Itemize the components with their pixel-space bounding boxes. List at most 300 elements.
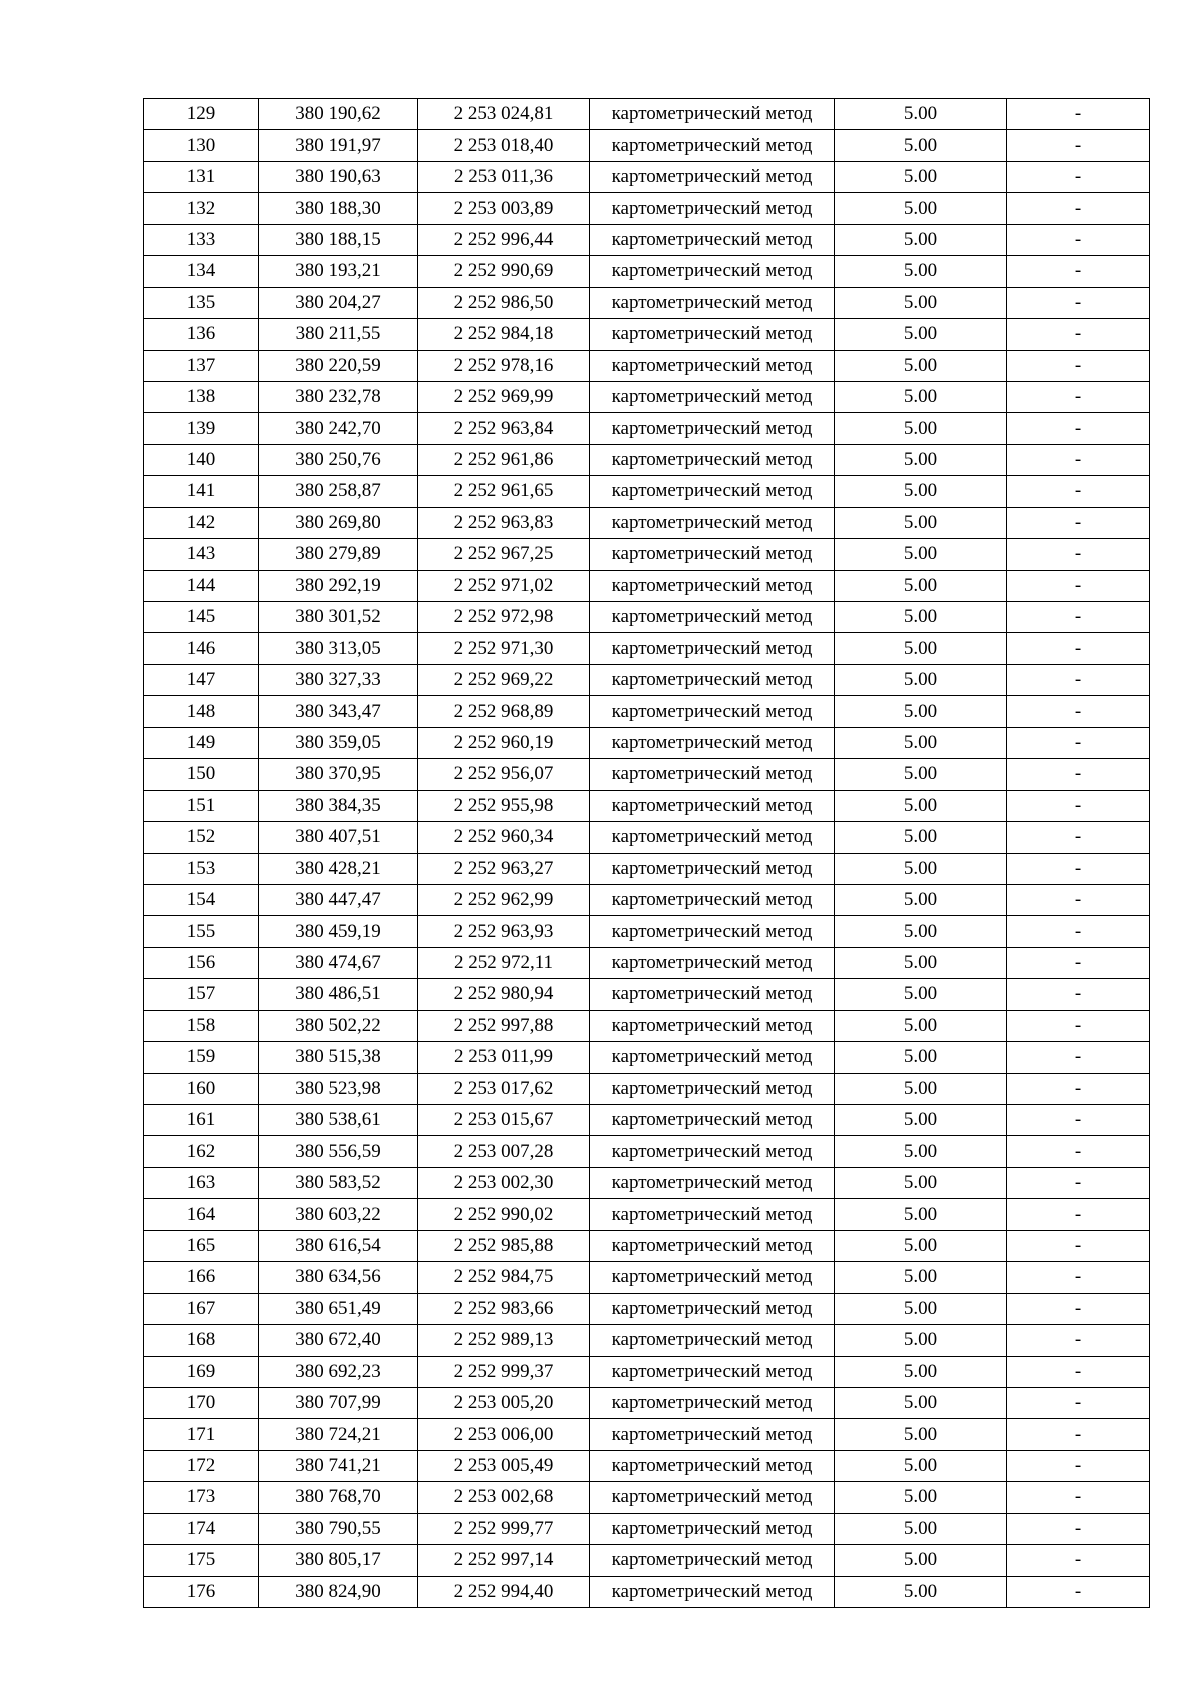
point-number-cell: 134: [144, 256, 259, 287]
table-row: [144, 602, 1150, 633]
method-cell: картометрический метод: [590, 161, 835, 192]
accuracy-cell: 5.00: [835, 539, 1007, 570]
description-cell: -: [1007, 884, 1150, 915]
table-row: [144, 1482, 1150, 1513]
table-row: [144, 1230, 1150, 1261]
accuracy-cell: 5.00: [835, 853, 1007, 884]
accuracy-cell: 5.00: [835, 1387, 1007, 1418]
point-number-cell: 145: [144, 602, 259, 633]
y-coordinate-cell: 2 252 978,16: [418, 350, 590, 381]
y-coordinate-cell: 2 253 015,67: [418, 1105, 590, 1136]
description-cell: -: [1007, 319, 1150, 350]
point-number-cell: 169: [144, 1356, 259, 1387]
x-coordinate-cell: 380 359,05: [259, 727, 418, 758]
method-cell: картометрический метод: [590, 350, 835, 381]
method-cell: картометрический метод: [590, 444, 835, 475]
x-coordinate-cell: 380 474,67: [259, 947, 418, 978]
table-row: [144, 1073, 1150, 1104]
table-row: [144, 1042, 1150, 1073]
accuracy-cell: 5.00: [835, 381, 1007, 412]
x-coordinate-cell: 380 188,15: [259, 224, 418, 255]
x-coordinate-cell: 380 193,21: [259, 256, 418, 287]
method-cell: картометрический метод: [590, 853, 835, 884]
x-coordinate-cell: 380 220,59: [259, 350, 418, 381]
table-row: [144, 884, 1150, 915]
accuracy-cell: 5.00: [835, 822, 1007, 853]
y-coordinate-cell: 2 252 967,25: [418, 539, 590, 570]
description-cell: -: [1007, 664, 1150, 695]
point-number-cell: 164: [144, 1199, 259, 1230]
x-coordinate-cell: 380 370,95: [259, 759, 418, 790]
description-cell: -: [1007, 193, 1150, 224]
table-row: [144, 822, 1150, 853]
accuracy-cell: 5.00: [835, 1167, 1007, 1198]
y-coordinate-cell: 2 252 971,02: [418, 570, 590, 601]
y-coordinate-cell: 2 252 955,98: [418, 790, 590, 821]
y-coordinate-cell: 2 252 997,88: [418, 1010, 590, 1041]
method-cell: картометрический метод: [590, 979, 835, 1010]
table-row: [144, 947, 1150, 978]
coordinates-table-body: [144, 99, 1150, 1608]
point-number-cell: 136: [144, 319, 259, 350]
point-number-cell: 165: [144, 1230, 259, 1261]
description-cell: -: [1007, 99, 1150, 130]
x-coordinate-cell: 380 583,52: [259, 1167, 418, 1198]
table-row: [144, 759, 1150, 790]
point-number-cell: 170: [144, 1387, 259, 1418]
point-number-cell: 152: [144, 822, 259, 853]
table-row: [144, 1010, 1150, 1041]
table-row: [144, 161, 1150, 192]
description-cell: -: [1007, 696, 1150, 727]
table-row: [144, 319, 1150, 350]
table-row: [144, 256, 1150, 287]
description-cell: -: [1007, 1010, 1150, 1041]
y-coordinate-cell: 2 252 963,84: [418, 413, 590, 444]
y-coordinate-cell: 2 252 956,07: [418, 759, 590, 790]
method-cell: картометрический метод: [590, 193, 835, 224]
accuracy-cell: 5.00: [835, 884, 1007, 915]
method-cell: картометрический метод: [590, 1136, 835, 1167]
table-row: [144, 539, 1150, 570]
description-cell: -: [1007, 727, 1150, 758]
description-cell: -: [1007, 822, 1150, 853]
method-cell: картометрический метод: [590, 1230, 835, 1261]
point-number-cell: 143: [144, 539, 259, 570]
point-number-cell: 158: [144, 1010, 259, 1041]
method-cell: картометрический метод: [590, 319, 835, 350]
point-number-cell: 139: [144, 413, 259, 444]
description-cell: -: [1007, 602, 1150, 633]
accuracy-cell: 5.00: [835, 1136, 1007, 1167]
x-coordinate-cell: 380 515,38: [259, 1042, 418, 1073]
point-number-cell: 159: [144, 1042, 259, 1073]
accuracy-cell: 5.00: [835, 130, 1007, 161]
accuracy-cell: 5.00: [835, 1576, 1007, 1607]
method-cell: картометрический метод: [590, 507, 835, 538]
description-cell: -: [1007, 1576, 1150, 1607]
description-cell: -: [1007, 916, 1150, 947]
table-row: [144, 224, 1150, 255]
x-coordinate-cell: 380 258,87: [259, 476, 418, 507]
x-coordinate-cell: 380 672,40: [259, 1325, 418, 1356]
method-cell: картометрический метод: [590, 790, 835, 821]
y-coordinate-cell: 2 252 961,65: [418, 476, 590, 507]
method-cell: картометрический метод: [590, 1167, 835, 1198]
description-cell: -: [1007, 1262, 1150, 1293]
description-cell: -: [1007, 1387, 1150, 1418]
y-coordinate-cell: 2 252 963,93: [418, 916, 590, 947]
accuracy-cell: 5.00: [835, 1513, 1007, 1544]
y-coordinate-cell: 2 252 990,02: [418, 1199, 590, 1230]
accuracy-cell: 5.00: [835, 1010, 1007, 1041]
description-cell: -: [1007, 853, 1150, 884]
method-cell: картометрический метод: [590, 256, 835, 287]
y-coordinate-cell: 2 253 003,89: [418, 193, 590, 224]
point-number-cell: 147: [144, 664, 259, 695]
table-row: [144, 664, 1150, 695]
x-coordinate-cell: 380 790,55: [259, 1513, 418, 1544]
table-row: [144, 193, 1150, 224]
table-row: [144, 1136, 1150, 1167]
x-coordinate-cell: 380 428,21: [259, 853, 418, 884]
y-coordinate-cell: 2 253 018,40: [418, 130, 590, 161]
accuracy-cell: 5.00: [835, 759, 1007, 790]
accuracy-cell: 5.00: [835, 1262, 1007, 1293]
point-number-cell: 160: [144, 1073, 259, 1104]
point-number-cell: 140: [144, 444, 259, 475]
method-cell: картометрический метод: [590, 1450, 835, 1481]
accuracy-cell: 5.00: [835, 570, 1007, 601]
table-row: [144, 350, 1150, 381]
x-coordinate-cell: 380 242,70: [259, 413, 418, 444]
description-cell: -: [1007, 1419, 1150, 1450]
y-coordinate-cell: 2 252 968,89: [418, 696, 590, 727]
description-cell: -: [1007, 256, 1150, 287]
point-number-cell: 175: [144, 1545, 259, 1576]
y-coordinate-cell: 2 252 960,34: [418, 822, 590, 853]
accuracy-cell: 5.00: [835, 1199, 1007, 1230]
y-coordinate-cell: 2 252 983,66: [418, 1293, 590, 1324]
accuracy-cell: 5.00: [835, 1450, 1007, 1481]
description-cell: -: [1007, 224, 1150, 255]
description-cell: -: [1007, 476, 1150, 507]
point-number-cell: 148: [144, 696, 259, 727]
accuracy-cell: 5.00: [835, 633, 1007, 664]
accuracy-cell: 5.00: [835, 287, 1007, 318]
method-cell: картометрический метод: [590, 1419, 835, 1450]
point-number-cell: 150: [144, 759, 259, 790]
description-cell: -: [1007, 1545, 1150, 1576]
method-cell: картометрический метод: [590, 1010, 835, 1041]
x-coordinate-cell: 380 191,97: [259, 130, 418, 161]
description-cell: -: [1007, 1073, 1150, 1104]
description-cell: -: [1007, 539, 1150, 570]
x-coordinate-cell: 380 459,19: [259, 916, 418, 947]
y-coordinate-cell: 2 252 972,11: [418, 947, 590, 978]
table-row: [144, 287, 1150, 318]
table-row: [144, 99, 1150, 130]
x-coordinate-cell: 380 523,98: [259, 1073, 418, 1104]
x-coordinate-cell: 380 343,47: [259, 696, 418, 727]
point-number-cell: 166: [144, 1262, 259, 1293]
point-number-cell: 130: [144, 130, 259, 161]
x-coordinate-cell: 380 269,80: [259, 507, 418, 538]
method-cell: картометрический метод: [590, 1325, 835, 1356]
accuracy-cell: 5.00: [835, 979, 1007, 1010]
table-row: [144, 1356, 1150, 1387]
accuracy-cell: 5.00: [835, 1482, 1007, 1513]
x-coordinate-cell: 380 805,17: [259, 1545, 418, 1576]
method-cell: картометрический метод: [590, 1545, 835, 1576]
table-row: [144, 1513, 1150, 1544]
y-coordinate-cell: 2 253 006,00: [418, 1419, 590, 1450]
method-cell: картометрический метод: [590, 476, 835, 507]
y-coordinate-cell: 2 252 980,94: [418, 979, 590, 1010]
accuracy-cell: 5.00: [835, 696, 1007, 727]
y-coordinate-cell: 2 253 005,20: [418, 1387, 590, 1418]
description-cell: -: [1007, 947, 1150, 978]
table-row: [144, 1419, 1150, 1450]
method-cell: картометрический метод: [590, 1387, 835, 1418]
x-coordinate-cell: 380 651,49: [259, 1293, 418, 1324]
table-row: [144, 1167, 1150, 1198]
method-cell: картометрический метод: [590, 224, 835, 255]
method-cell: картометрический метод: [590, 759, 835, 790]
x-coordinate-cell: 380 692,23: [259, 1356, 418, 1387]
accuracy-cell: 5.00: [835, 1356, 1007, 1387]
accuracy-cell: 5.00: [835, 350, 1007, 381]
accuracy-cell: 5.00: [835, 1042, 1007, 1073]
y-coordinate-cell: 2 252 969,99: [418, 381, 590, 412]
table-row: [144, 916, 1150, 947]
method-cell: картометрический метод: [590, 1293, 835, 1324]
description-cell: -: [1007, 1293, 1150, 1324]
method-cell: картометрический метод: [590, 1042, 835, 1073]
description-cell: -: [1007, 1230, 1150, 1261]
accuracy-cell: 5.00: [835, 319, 1007, 350]
y-coordinate-cell: 2 252 990,69: [418, 256, 590, 287]
description-cell: -: [1007, 1450, 1150, 1481]
x-coordinate-cell: 380 279,89: [259, 539, 418, 570]
description-cell: -: [1007, 1482, 1150, 1513]
description-cell: -: [1007, 570, 1150, 601]
point-number-cell: 132: [144, 193, 259, 224]
accuracy-cell: 5.00: [835, 916, 1007, 947]
x-coordinate-cell: 380 188,30: [259, 193, 418, 224]
table-row: [144, 727, 1150, 758]
table-row: [144, 413, 1150, 444]
y-coordinate-cell: 2 253 011,36: [418, 161, 590, 192]
y-coordinate-cell: 2 252 984,18: [418, 319, 590, 350]
table-row: [144, 1105, 1150, 1136]
accuracy-cell: 5.00: [835, 444, 1007, 475]
point-number-cell: 167: [144, 1293, 259, 1324]
table-row: [144, 507, 1150, 538]
x-coordinate-cell: 380 292,19: [259, 570, 418, 601]
table-row: [144, 979, 1150, 1010]
table-row: [144, 476, 1150, 507]
x-coordinate-cell: 380 313,05: [259, 633, 418, 664]
point-number-cell: 162: [144, 1136, 259, 1167]
table-row: [144, 853, 1150, 884]
description-cell: -: [1007, 979, 1150, 1010]
point-number-cell: 149: [144, 727, 259, 758]
method-cell: картометрический метод: [590, 413, 835, 444]
x-coordinate-cell: 380 824,90: [259, 1576, 418, 1607]
method-cell: картометрический метод: [590, 947, 835, 978]
description-cell: -: [1007, 633, 1150, 664]
method-cell: картометрический метод: [590, 287, 835, 318]
point-number-cell: 131: [144, 161, 259, 192]
y-coordinate-cell: 2 253 002,30: [418, 1167, 590, 1198]
method-cell: картометрический метод: [590, 1356, 835, 1387]
table-row: [144, 790, 1150, 821]
y-coordinate-cell: 2 253 017,62: [418, 1073, 590, 1104]
description-cell: -: [1007, 287, 1150, 318]
point-number-cell: 142: [144, 507, 259, 538]
method-cell: картометрический метод: [590, 633, 835, 664]
x-coordinate-cell: 380 724,21: [259, 1419, 418, 1450]
x-coordinate-cell: 380 556,59: [259, 1136, 418, 1167]
method-cell: картометрический метод: [590, 1576, 835, 1607]
table-row: [144, 130, 1150, 161]
point-number-cell: 155: [144, 916, 259, 947]
accuracy-cell: 5.00: [835, 1325, 1007, 1356]
point-number-cell: 163: [144, 1167, 259, 1198]
accuracy-cell: 5.00: [835, 413, 1007, 444]
accuracy-cell: 5.00: [835, 602, 1007, 633]
table-row: [144, 1545, 1150, 1576]
accuracy-cell: 5.00: [835, 476, 1007, 507]
point-number-cell: 156: [144, 947, 259, 978]
table-row: [144, 1387, 1150, 1418]
x-coordinate-cell: 380 502,22: [259, 1010, 418, 1041]
x-coordinate-cell: 380 616,54: [259, 1230, 418, 1261]
point-number-cell: 138: [144, 381, 259, 412]
x-coordinate-cell: 380 634,56: [259, 1262, 418, 1293]
y-coordinate-cell: 2 252 996,44: [418, 224, 590, 255]
method-cell: картометрический метод: [590, 1513, 835, 1544]
point-number-cell: 141: [144, 476, 259, 507]
description-cell: -: [1007, 161, 1150, 192]
accuracy-cell: 5.00: [835, 1105, 1007, 1136]
method-cell: картометрический метод: [590, 1262, 835, 1293]
point-number-cell: 171: [144, 1419, 259, 1450]
description-cell: -: [1007, 444, 1150, 475]
table-row: [144, 1262, 1150, 1293]
accuracy-cell: 5.00: [835, 664, 1007, 695]
point-number-cell: 151: [144, 790, 259, 821]
y-coordinate-cell: 2 253 024,81: [418, 99, 590, 130]
point-number-cell: 135: [144, 287, 259, 318]
accuracy-cell: 5.00: [835, 99, 1007, 130]
x-coordinate-cell: 380 407,51: [259, 822, 418, 853]
y-coordinate-cell: 2 252 960,19: [418, 727, 590, 758]
accuracy-cell: 5.00: [835, 727, 1007, 758]
method-cell: картометрический метод: [590, 130, 835, 161]
method-cell: картометрический метод: [590, 696, 835, 727]
y-coordinate-cell: 2 252 963,27: [418, 853, 590, 884]
table-row: [144, 1325, 1150, 1356]
method-cell: картометрический метод: [590, 916, 835, 947]
x-coordinate-cell: 380 190,63: [259, 161, 418, 192]
accuracy-cell: 5.00: [835, 1073, 1007, 1104]
table-row: [144, 444, 1150, 475]
y-coordinate-cell: 2 252 961,86: [418, 444, 590, 475]
method-cell: картометрический метод: [590, 727, 835, 758]
method-cell: картометрический метод: [590, 884, 835, 915]
x-coordinate-cell: 380 384,35: [259, 790, 418, 821]
y-coordinate-cell: 2 253 007,28: [418, 1136, 590, 1167]
method-cell: картометрический метод: [590, 1105, 835, 1136]
accuracy-cell: 5.00: [835, 1545, 1007, 1576]
y-coordinate-cell: 2 252 962,99: [418, 884, 590, 915]
accuracy-cell: 5.00: [835, 256, 1007, 287]
point-number-cell: 161: [144, 1105, 259, 1136]
point-number-cell: 172: [144, 1450, 259, 1481]
x-coordinate-cell: 380 211,55: [259, 319, 418, 350]
description-cell: -: [1007, 1513, 1150, 1544]
x-coordinate-cell: 380 232,78: [259, 381, 418, 412]
y-coordinate-cell: 2 253 002,68: [418, 1482, 590, 1513]
point-number-cell: 157: [144, 979, 259, 1010]
y-coordinate-cell: 2 252 985,88: [418, 1230, 590, 1261]
x-coordinate-cell: 380 603,22: [259, 1199, 418, 1230]
y-coordinate-cell: 2 252 994,40: [418, 1576, 590, 1607]
table-row: [144, 696, 1150, 727]
method-cell: картометрический метод: [590, 99, 835, 130]
description-cell: -: [1007, 413, 1150, 444]
method-cell: картометрический метод: [590, 664, 835, 695]
point-number-cell: 137: [144, 350, 259, 381]
point-number-cell: 173: [144, 1482, 259, 1513]
description-cell: -: [1007, 1042, 1150, 1073]
accuracy-cell: 5.00: [835, 1293, 1007, 1324]
description-cell: -: [1007, 1105, 1150, 1136]
x-coordinate-cell: 380 741,21: [259, 1450, 418, 1481]
accuracy-cell: 5.00: [835, 790, 1007, 821]
y-coordinate-cell: 2 252 999,77: [418, 1513, 590, 1544]
point-number-cell: 176: [144, 1576, 259, 1607]
y-coordinate-cell: 2 252 997,14: [418, 1545, 590, 1576]
accuracy-cell: 5.00: [835, 1230, 1007, 1261]
y-coordinate-cell: 2 253 011,99: [418, 1042, 590, 1073]
table-row: [144, 381, 1150, 412]
method-cell: картометрический метод: [590, 1199, 835, 1230]
point-number-cell: 153: [144, 853, 259, 884]
x-coordinate-cell: 380 301,52: [259, 602, 418, 633]
accuracy-cell: 5.00: [835, 947, 1007, 978]
description-cell: -: [1007, 507, 1150, 538]
y-coordinate-cell: 2 252 963,83: [418, 507, 590, 538]
accuracy-cell: 5.00: [835, 507, 1007, 538]
x-coordinate-cell: 380 768,70: [259, 1482, 418, 1513]
point-number-cell: 168: [144, 1325, 259, 1356]
description-cell: -: [1007, 1199, 1150, 1230]
x-coordinate-cell: 380 250,76: [259, 444, 418, 475]
method-cell: картометрический метод: [590, 602, 835, 633]
x-coordinate-cell: 380 327,33: [259, 664, 418, 695]
accuracy-cell: 5.00: [835, 161, 1007, 192]
method-cell: картометрический метод: [590, 1482, 835, 1513]
accuracy-cell: 5.00: [835, 193, 1007, 224]
y-coordinate-cell: 2 252 989,13: [418, 1325, 590, 1356]
y-coordinate-cell: 2 252 969,22: [418, 664, 590, 695]
description-cell: -: [1007, 1136, 1150, 1167]
y-coordinate-cell: 2 252 999,37: [418, 1356, 590, 1387]
table-row: [144, 1450, 1150, 1481]
